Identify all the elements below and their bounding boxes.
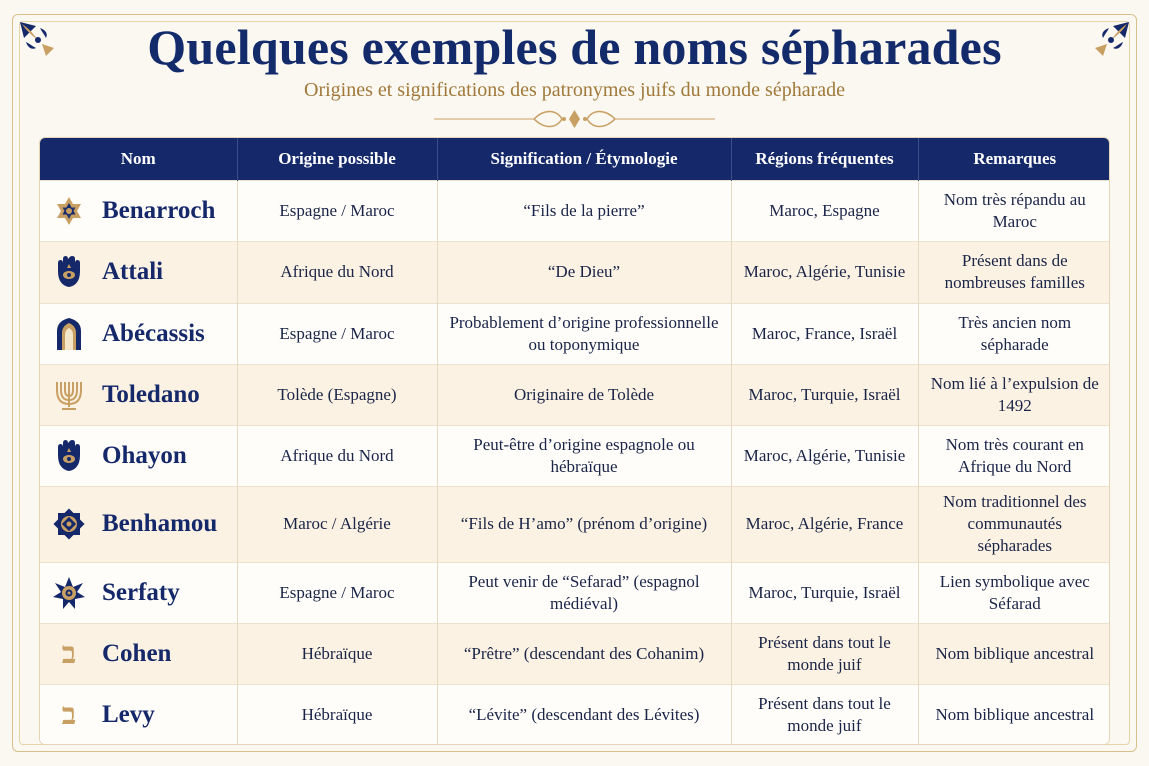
hebrew-letter-icon [52,637,86,671]
origin-cell: Tolède (Espagne) [237,364,437,425]
column-header-signification: Signification / Étymologie [437,138,731,180]
table-row [40,684,1110,745]
meaning-cell: “De Dieu” [437,241,731,303]
meaning-cell: “Lévite” (descendant des Lévites) [437,684,731,745]
remarks-cell: Nom traditionnel des communautés sépharades [918,486,1110,562]
meaning-cell: Originaire de Tolède [437,364,731,425]
hebrew-letter: ב [61,635,77,671]
regions-cell: Maroc, Algérie, France [731,486,918,562]
star-of-david-icon [52,194,86,228]
regions-cell: Maroc, Algérie, Tunisie [731,241,918,303]
origin-cell: Hébraïque [237,684,437,745]
column-header-origine: Origine possible [237,138,437,180]
remarks-cell: Nom très courant en Afrique du Nord [918,425,1110,486]
menorah-icon [52,378,86,412]
page-subtitle: Origines et significations des patronymes juifs du monde sépharade [304,79,845,101]
remarks-cell: Lien symbolique avec Séfarad [918,562,1110,623]
remarks-cell: Nom lié à l’expulsion de 1492 [918,364,1110,425]
meaning-cell: Peut venir de “Sefarad” (espagnol médiéval) [437,562,731,623]
hebrew-letter: ב [61,696,77,732]
name-text: Ohayon [102,441,187,469]
column-header-remarques: Remarques [973,148,1057,168]
origin-cell: Espagne / Maroc [237,180,437,241]
name-text: Toledano [102,380,200,408]
origin-cell: Afrique du Nord [237,241,437,303]
meaning-cell: Probablement d’origine professionnelle ou toponymique [437,303,731,364]
moroccan-tile-icon [52,507,86,541]
hamsa-icon [52,255,86,289]
origin-cell: Maroc / Algérie [237,486,437,562]
page-title: Quelques exemples de noms sépharades [147,19,1002,75]
meaning-cell: “Fils de H’amo” (prénom d’origine) [437,486,731,562]
hamsa-icon [52,439,86,473]
meaning-cell: “Fils de la pierre” [437,180,731,241]
table-row [40,364,1110,425]
arch-doorway-icon [52,317,86,351]
name-text: Serfaty [102,578,180,606]
column-header-nom: Nom [40,138,237,180]
name-text: Levy [102,700,155,728]
name-text: Attali [102,258,164,285]
name-text: Cohen [102,639,172,667]
name-text: Benarroch [102,196,216,224]
regions-cell: Présent dans tout le monde juif [731,623,918,684]
regions-cell: Maroc, Espagne [731,180,918,241]
names-table [39,137,1110,745]
eight-point-star-icon [52,576,86,610]
remarks-cell: Très ancien nom sépharade [918,303,1110,364]
meaning-cell: Peut-être d’origine espagnole ou hébraïque [437,425,731,486]
table-row [40,425,1110,486]
table-row [40,623,1110,684]
meaning-cell: “Prêtre” (descendant des Cohanim) [437,623,731,684]
origin-cell: Espagne / Maroc [237,303,437,364]
origin-cell: Espagne / Maroc [237,562,437,623]
remarks-cell: Nom biblique ancestral [918,623,1110,684]
regions-cell: Maroc, Turquie, Israël [731,364,918,425]
name-text: Abécassis [102,319,205,347]
hebrew-letter-icon [52,698,86,732]
remarks-cell: Présent dans de nombreuses familles [918,241,1110,303]
regions-cell: Maroc, Turquie, Israël [731,562,918,623]
divider-ornament-icon [434,106,715,132]
origin-cell: Hébraïque [237,623,437,684]
name-text: Benhamou [102,510,218,537]
table-row [40,562,1110,623]
table-row [40,303,1110,364]
table-row [40,486,1110,562]
remarks-cell: Nom biblique ancestral [918,684,1110,745]
regions-cell: Présent dans tout le monde juif [731,684,918,745]
table-header-row [40,138,1110,180]
table-row [40,180,1110,241]
origin-cell: Afrique du Nord [237,425,437,486]
table-row [40,241,1110,303]
column-header-regions: Régions fréquentes [731,138,918,180]
regions-cell: Maroc, Algérie, Tunisie [731,425,918,486]
remarks-cell: Nom très répandu au Maroc [918,180,1110,241]
regions-cell: Maroc, France, Israël [731,303,918,364]
